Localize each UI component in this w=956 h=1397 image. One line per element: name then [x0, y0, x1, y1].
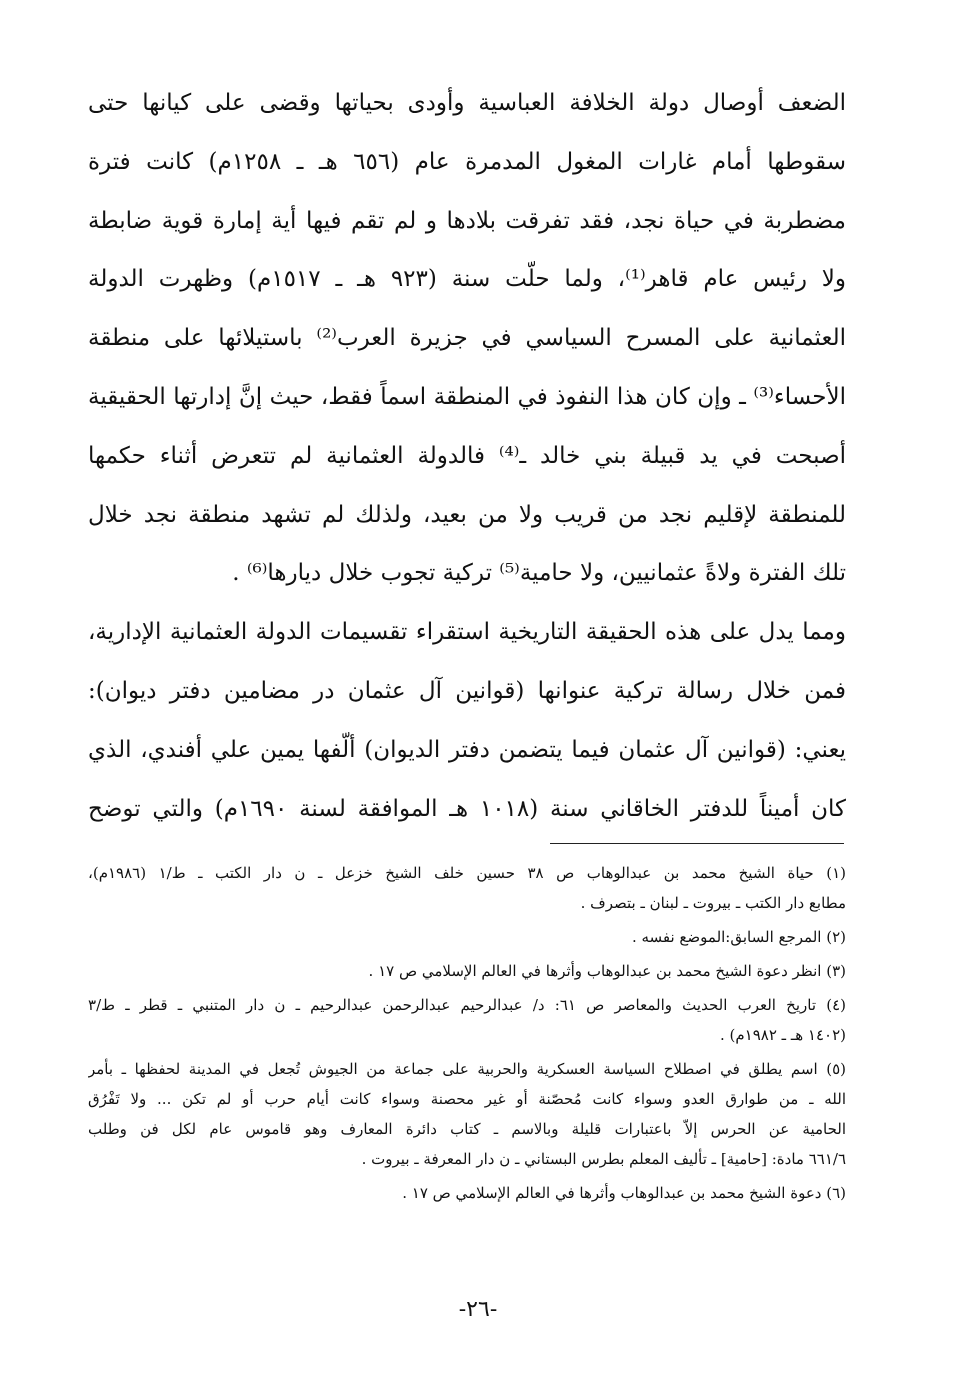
body-line: تلك الفترة ولاةً عثمانيين، ولا حامية⁽⁵⁾ تركية تجوب خلال ديارها⁽⁶⁾ .: [232, 560, 846, 587]
body-line: ومما يدل على هذه الحقيقة التاريخية استقراء تقسيمات الدولة العثمانية الإدارية،: [88, 619, 846, 646]
body-line: فمن خلال رسالة تركية عنوانها (قوانين آل عثمان در مضامين دفتر ديوان):: [88, 677, 846, 704]
body-line: مضطربة في حياة نجد، فقد تفرقت بلادها و لم تقم فيها أية إمارة قوية ضابطة: [88, 207, 846, 234]
footnote-line: الله ـ من طوارق العدو وسواء كانت مُحصّنة أو غير محصنة وسواء كانت أيام حرب أو لم تكن ... ولا تَفْرُق: [88, 1090, 846, 1108]
body-line: كان أميناً للدفتر الخاقاني سنة (١٠١٨ هـ الموافقة لسنة ١٦٩٠م) والتي توضح: [88, 795, 846, 822]
footnote-separator: [550, 843, 844, 844]
body-line: ولا رئيس عام قاهر⁽¹⁾، ولما حلّت سنة (٩٢٣ هـ ـ ١٥١٧م) وظهرت الدولة: [88, 266, 846, 293]
body-line: الضعف أوصال دولة الخلافة العباسية وأودى بحياتها وقضى على كيانها حتى: [88, 90, 846, 116]
footnotes: [88, 858, 846, 1208]
footnote-line: (٥) اسم يطلق في اصطلاح السياسة العسكرية والحربية على جماعة من الجيوش تُجعل في المدينة لحفظها ـ بأمر: [88, 1060, 846, 1078]
footnote-line: (٤) تاريخ العرب الحديث والمعاصر ص ٦١: د/ عبدالرحيم عبدالرحمن عبدالرحيم ـ ن دار المتنبي ـ قطر ـ ط/٣: [88, 996, 846, 1014]
footnote-line: (٣) انظر دعوة الشيخ محمد بن عبدالوهاب وأثرها في العالم الإسلامي ص ١٧ .: [368, 962, 846, 980]
footnote-line: ٦٦١/٦ مادة: [حامية] ـ تأليف المعلم بطرس البستاني ـ ن دار المعرفة ـ بيروت .: [361, 1150, 846, 1168]
page-number: -٢٦-: [458, 1297, 498, 1322]
body-line: العثمانية على المسرح السياسي في جزيرة العرب⁽²⁾ باستيلائها على منطقة: [88, 325, 846, 352]
body-line: أصبحت في يد قبيلة بني خالد ـ⁽⁴⁾ فالدولة العثمانية لم تتعرض أثناء حكمها: [88, 442, 846, 469]
body-line: للمنطقة لإقليم نجد من قريب ولا من بعيد، ولذلك لم تشهد منطقة نجد خلال: [88, 501, 846, 528]
footnote-line: مطابع دار الكتب ـ بيروت ـ لبنان ـ بتصرف .: [580, 894, 846, 912]
footnote-line: (٢) المرجع السابق:الموضع نفسه .: [631, 928, 846, 946]
body-text: [88, 74, 846, 838]
footnote-line: (١) حياة الشيخ محمد بن عبدالوهاب ص ٣٨ حسين خلف الشيخ خزعل ـ ن دار الكتب ـ ط/١ (١٩٨٦م)،: [88, 864, 846, 882]
body-line: يعني: (قوانين آل عثمان فيما يتضمن دفتر الديوان) ألّفها يمين علي أفندي، الذي: [88, 736, 846, 763]
body-line: الأحساء⁽³⁾ ـ وإن كان هذا النفوذ في المنطقة اسماً فقط، حيث إنَّ إدارتها الحقيقية: [88, 383, 846, 410]
footnote-line: الحامية عن الحرس إلاّ باعتبارات قليلة وبالاسم ـ كتاب دائرة المعارف وهو قاموس عام لكل فن وطلب: [88, 1120, 846, 1138]
footnote-line: (٦) دعوة الشيخ محمد بن عبدالوهاب وأثرها في العالم الإسلامي ص ١٧ .: [402, 1184, 846, 1202]
footnote-line: (١٤٠٢ هـ ـ ١٩٨٢م) .: [719, 1026, 846, 1044]
body-line: سقوطها أمام غارات المغول المدمرة عام (٦٥٦ هـ ـ ١٢٥٨م) كانت فترة: [88, 148, 846, 175]
